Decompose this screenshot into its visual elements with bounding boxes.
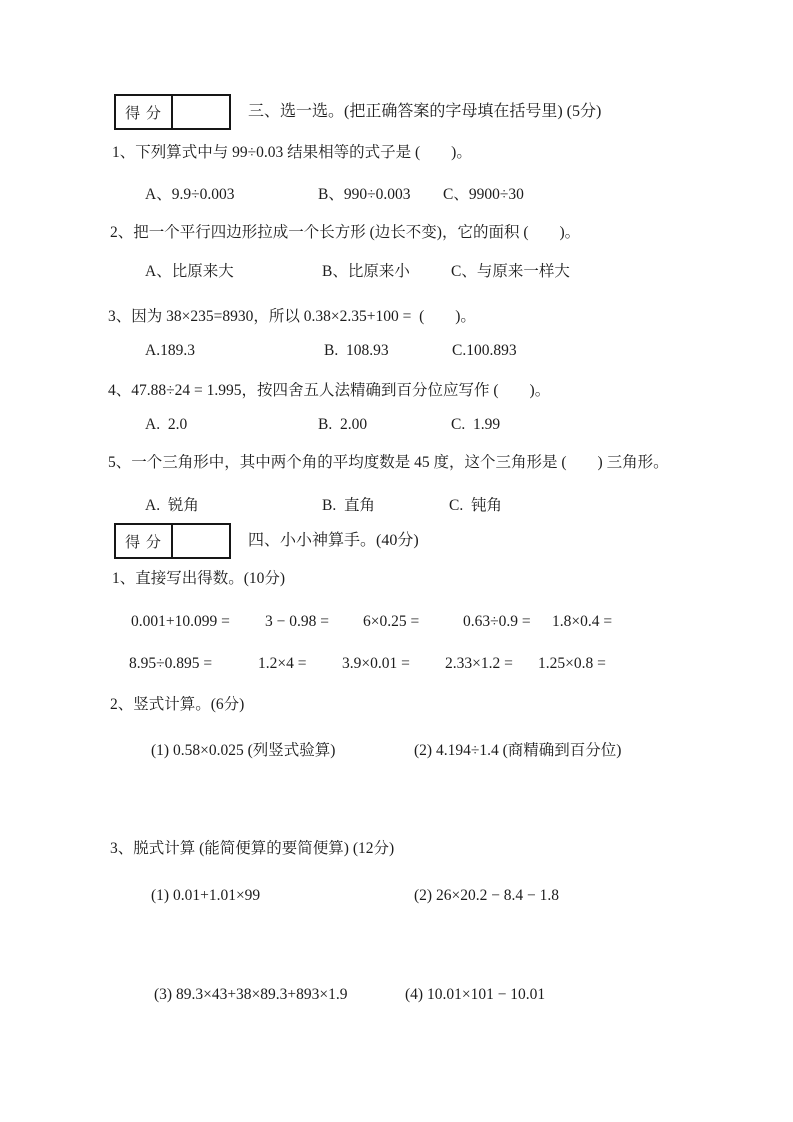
part2-label: 2、竖式计算。(6分) [110,696,245,713]
part3-item-4: (4) 10.01×101 − 10.01 [405,986,546,1003]
calc-item: 3.9×0.01 = [342,655,410,672]
calc-item: 8.95÷0.895 = [129,655,213,672]
calc-item: 1.8×0.4 = [552,613,613,630]
score-box-section4 [114,523,231,559]
q5-option-a: A. 锐角 [145,497,199,514]
score-box-section3 [114,94,231,130]
q1-option-b: B、990÷0.003 [318,186,411,203]
calc-item: 1.2×4 = [258,655,307,672]
q5-text: 5、一个三角形中，其中两个角的平均度数是 45 度，这个三角形是 ( ) 三角形。 [108,454,669,471]
q3-text: 3、因为 38×235=8930，所以 0.38×2.35+100 = ( )。 [108,308,476,325]
section4-heading: 四、小小神算手。(40分) [248,532,419,549]
q4-option-c: C. 1.99 [451,416,501,433]
q4-option-b: B. 2.00 [318,416,368,433]
q1-option-a: A、9.9÷0.003 [145,186,235,203]
section3-heading: 三、选一选。(把正确答案的字母填在括号里) (5分) [248,103,602,120]
q4-text: 4、47.88÷24 = 1.995，按四舍五人法精确到百分位应写作 ( )。 [108,382,551,399]
part2-item-1: (1) 0.58×0.025 (列竖式验算) [151,742,336,759]
calc-item: 0.001+10.099 = [131,613,230,630]
part2-item-2: (2) 4.194÷1.4 (商精确到百分位) [414,742,622,759]
q5-option-b: B. 直角 [322,497,375,514]
part1-label: 1、直接写出得数。(10分) [112,570,286,587]
calc-item: 0.63÷0.9 = [463,613,531,630]
calc-item: 2.33×1.2 = [445,655,513,672]
score-label: 得 分 [116,96,173,128]
q1-text: 1、下列算式中与 99÷0.03 结果相等的式子是 ( )。 [112,144,472,161]
q5-option-c: C. 钝角 [449,497,502,514]
q4-option-a: A. 2.0 [145,416,188,433]
q1-option-c: C、9900÷30 [443,186,524,203]
q2-text: 2、把一个平行四边形拉成一个长方形 (边长不变)，它的面积 ( )。 [110,224,581,241]
q3-option-a: A.189.3 [145,342,195,359]
score-value-cell [173,96,229,128]
calc-item: 3 − 0.98 = [265,613,329,630]
q2-option-a: A、比原来大 [145,263,234,280]
q2-option-b: B、比原来小 [322,263,410,280]
part3-label: 3、脱式计算 (能简便算的要简便算) (12分) [110,840,395,857]
score-value-cell [173,525,229,557]
calc-item: 6×0.25 = [363,613,420,630]
part3-item-1: (1) 0.01+1.01×99 [151,887,261,904]
score-label: 得 分 [116,525,173,557]
q3-option-c: C.100.893 [452,342,517,359]
part3-item-2: (2) 26×20.2 − 8.4 − 1.8 [414,887,560,904]
q3-option-b: B. 108.93 [324,342,389,359]
part3-item-3: (3) 89.3×43+38×89.3+893×1.9 [154,986,348,1003]
q2-option-c: C、与原来一样大 [451,263,570,280]
calc-item: 1.25×0.8 = [538,655,606,672]
